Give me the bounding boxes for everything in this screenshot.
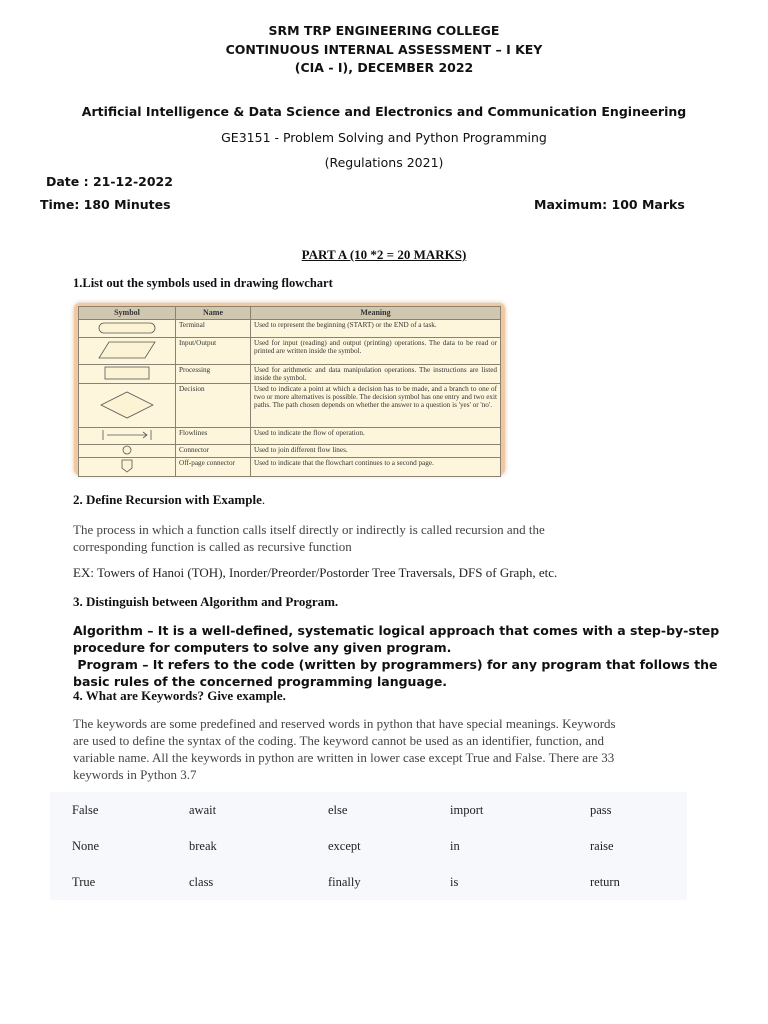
keyword-cell: is	[450, 874, 459, 889]
diamond-icon	[97, 390, 157, 420]
keyword-cell: pass	[590, 802, 612, 817]
keyword-cell: import	[450, 802, 484, 817]
exam-date: Date : 21-12-2022	[46, 174, 173, 189]
q4-answer: The keywords are some predefined and reserved words in python that have special meanings. Keywords are used to define the syntax of the coding. The keyword cannot be used as an identifier, function, and variable name. All the keywords in python are written in lower case except True and False. There are 33 keywords in Python 3.7	[73, 716, 616, 782]
symbol-name: Processing	[176, 365, 251, 384]
keyword-cell: else	[328, 802, 348, 817]
exam-title: CONTINUOUS INTERNAL ASSESSMENT – I KEY	[225, 42, 543, 57]
keyword-cell: class	[189, 874, 214, 889]
symbol-name: Decision	[176, 384, 251, 428]
table-row	[50, 864, 687, 900]
table-row	[50, 792, 687, 828]
symbol-meaning: Used to indicate a point at which a decision has to be made, and a branch to one of two or more alternatives is possible. The decision symbol has one entry and two exit paths. The path chosen depends on whether the answer to a question is 'yes' or 'no'.	[251, 384, 501, 428]
exam-session: (CIA - I), DECEMBER 2022	[294, 60, 474, 75]
keyword-cell: return	[590, 874, 620, 889]
keyword-cell: None	[72, 838, 100, 853]
question-4: 4. What are Keywords? Give example.	[73, 688, 286, 703]
maximum-marks: Maximum: 100 Marks	[534, 197, 685, 212]
regulations: (Regulations 2021)	[324, 155, 444, 170]
table-row	[79, 320, 501, 338]
table-row	[50, 828, 687, 864]
symbol-meaning: Used for arithmetic and data manipulation operations. The instructions are listed inside the symbol.	[251, 365, 501, 384]
symbol-name: Flowlines	[176, 428, 251, 445]
q2-example: EX: Towers of Hanoi (TOH), Inorder/Preorder/Postorder Tree Traversals, DFS of Graph, etc.	[73, 565, 558, 580]
symbol-meaning: Used to indicate the flow of operation.	[251, 428, 501, 445]
rectangle-icon	[97, 365, 157, 381]
header-symbol: Symbol	[79, 307, 176, 320]
flowchart-symbols-figure	[74, 303, 505, 475]
table-row	[79, 445, 501, 458]
symbol-meaning: Used to indicate that the flowchart continues to a second page.	[251, 458, 501, 477]
keyword-cell: finally	[328, 874, 361, 889]
flowchart-symbols-table	[78, 306, 501, 477]
question-2: 2. Define Recursion with Example.	[73, 492, 266, 507]
keyword-cell: await	[189, 802, 217, 817]
question-1: 1.List out the symbols used in drawing flowchart	[73, 276, 333, 290]
q2-answer-line-2: corresponding function is called as recursive function	[73, 539, 352, 554]
table-row	[79, 428, 501, 445]
course-title: GE3151 - Problem Solving and Python Programming	[221, 130, 547, 145]
header-name: Name	[176, 307, 251, 320]
terminal-oval-icon	[97, 321, 157, 335]
parallelogram-icon	[97, 340, 157, 360]
symbols-header-row	[79, 307, 501, 320]
table-row	[79, 365, 501, 384]
symbol-name: Connector	[176, 445, 251, 458]
symbol-meaning: Used to represent the beginning (START) or the END of a task.	[251, 320, 501, 338]
part-a-title: PART A (10 *2 = 20 MARKS)	[301, 247, 467, 262]
flowlines-icon	[97, 428, 157, 442]
symbol-meaning: Used to join different flow lines.	[251, 445, 501, 458]
question-3: 3. Distinguish between Algorithm and Program.	[73, 594, 339, 609]
q3-algorithm-answer: Algorithm – It is a well-defined, systematic logical approach that comes with a step-by-step procedure for computers to solve any given program. Program – It refers to the code (written by programmers) for any program that follows the basic rules of the concerned programming language.	[73, 623, 720, 689]
keyword-cell: in	[450, 838, 460, 853]
keyword-cell: break	[189, 838, 217, 853]
college-name: SRM TRP ENGINEERING COLLEGE	[268, 23, 500, 38]
keyword-cell: False	[72, 802, 99, 817]
q2-answer-line-1: The process in which a function calls itself directly or indirectly is called recursion and the	[73, 522, 545, 537]
table-row	[79, 384, 501, 428]
symbol-name: Off-page connector	[176, 458, 251, 477]
keyword-cell: raise	[590, 838, 614, 853]
connector-circle-icon	[97, 445, 157, 455]
keyword-cell: except	[328, 838, 361, 853]
python-keywords-table	[50, 792, 687, 900]
department-title: Artificial Intelligence & Data Science and Electronics and Communication Engineering	[81, 104, 687, 119]
table-row	[79, 458, 501, 477]
offpage-connector-icon	[97, 458, 157, 474]
symbol-meaning: Used for input (reading) and output (printing) operations. The data to be read or printed are written inside the symbol.	[251, 338, 501, 365]
symbol-name: Input/Output	[176, 338, 251, 365]
header-meaning: Meaning	[251, 307, 501, 320]
keyword-cell: True	[72, 874, 96, 889]
exam-duration: Time: 180 Minutes	[40, 197, 171, 212]
symbol-name: Terminal	[176, 320, 251, 338]
table-row	[79, 338, 501, 365]
